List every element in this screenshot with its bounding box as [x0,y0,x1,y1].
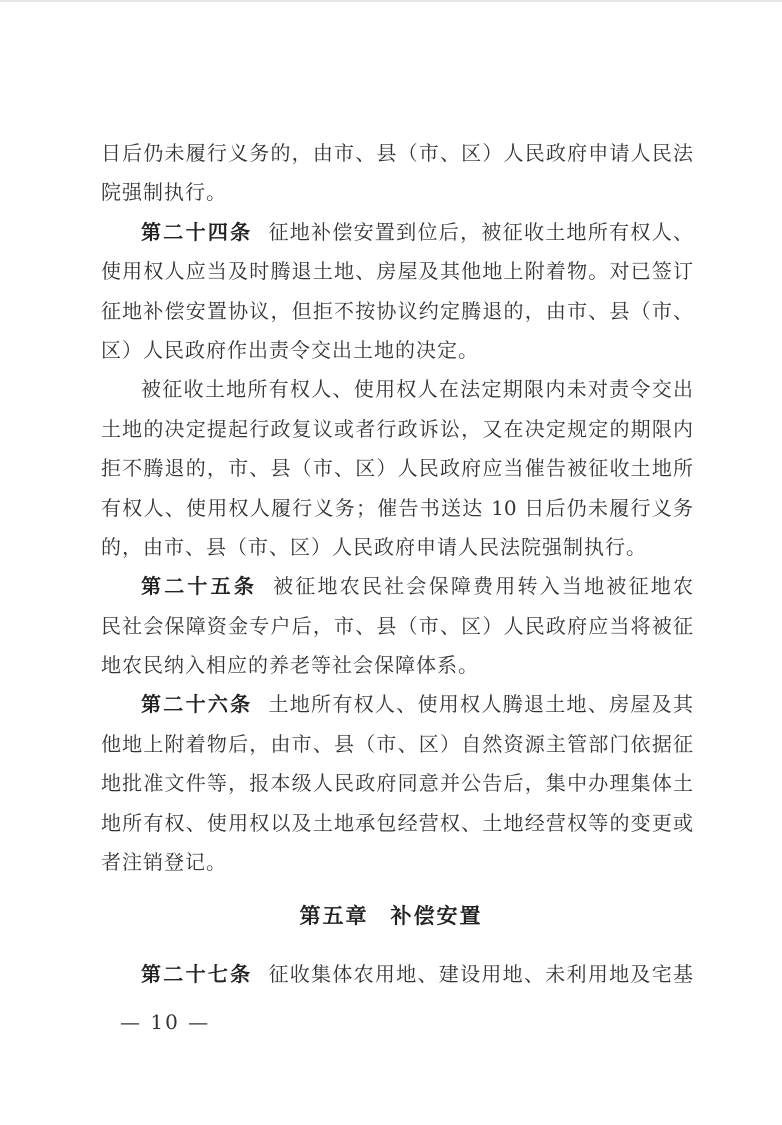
text-line: 被征地农民社会保障费用转入当地被征地农 [273,574,694,599]
article-26-label: 第二十六条 [141,692,253,717]
article-24-label: 第二十四条 [141,219,253,244]
chapter-number: 第五章 [299,903,369,928]
text-line: 征地补偿安置协议，但拒不按协议约定腾退的，由市、县（市、 [101,298,693,323]
text-line: 征地补偿安置到位后，被征收土地所有权人、 [268,219,694,244]
article-27-label: 第二十七条 [141,962,253,986]
text-line: 他地上附着物后，由市、县（市、区）自然资源主管部门依据征 [101,731,693,756]
chapter-heading [0,900,782,930]
text-line: 土地的决定提起行政复议或者行政诉讼，又在决定规定的期限内 [101,416,693,441]
chapter-title: 补偿安置 [390,903,483,928]
document-body [101,134,693,882]
article-25-label: 第二十五条 [141,574,258,599]
text-line: 被征收土地所有权人、使用权人在法定期限内未对责令交出 [141,377,693,402]
text-line: 区）人民政府作出责令交出土地的决定。 [101,337,479,362]
text-line: 使用权人应当及时腾退土地、房屋及其他地上附着物。对已签订 [101,259,693,284]
text-line: 有权人、使用权人履行义务；催告书送达 10 日后仍未履行义务 [101,495,693,520]
text-line: 地批准文件等，报本级人民政府同意并公告后，集中办理集体土 [101,771,693,796]
text-line: 征收集体农用地、建设用地、未利用地及宅基 [268,962,694,986]
article-27-first-line [101,955,693,994]
text-line: 者注销登记。 [101,850,227,875]
text-line: 地所有权、使用权以及土地承包经营权、土地经营权等的变更或 [101,810,693,835]
article-24-first-line [101,213,693,252]
text-line: 的，由市、县（市、区）人民政府申请人民法院强制执行。 [101,534,647,559]
text-line: 院强制执行。 [101,180,227,205]
scan-edge [0,0,782,2]
text-line: 拒不腾退的，市、县（市、区）人民政府应当催告被征收土地所 [101,456,693,481]
article-27 [101,955,693,994]
article-26-first-line [101,685,693,724]
text-line: 土地所有权人、使用权人腾退土地、房屋及其 [268,692,694,717]
text-line: 民社会保障资金专户后，市、县（市、区）人民政府应当将被征 [101,613,693,638]
text-line: 地农民纳入相应的养老等社会保障体系。 [101,653,479,678]
text-line: 日后仍未履行义务的，由市、县（市、区）人民政府申请人民法 [101,141,693,165]
article-25-first-line [101,567,693,606]
page-number: — 10 — [120,1010,211,1034]
